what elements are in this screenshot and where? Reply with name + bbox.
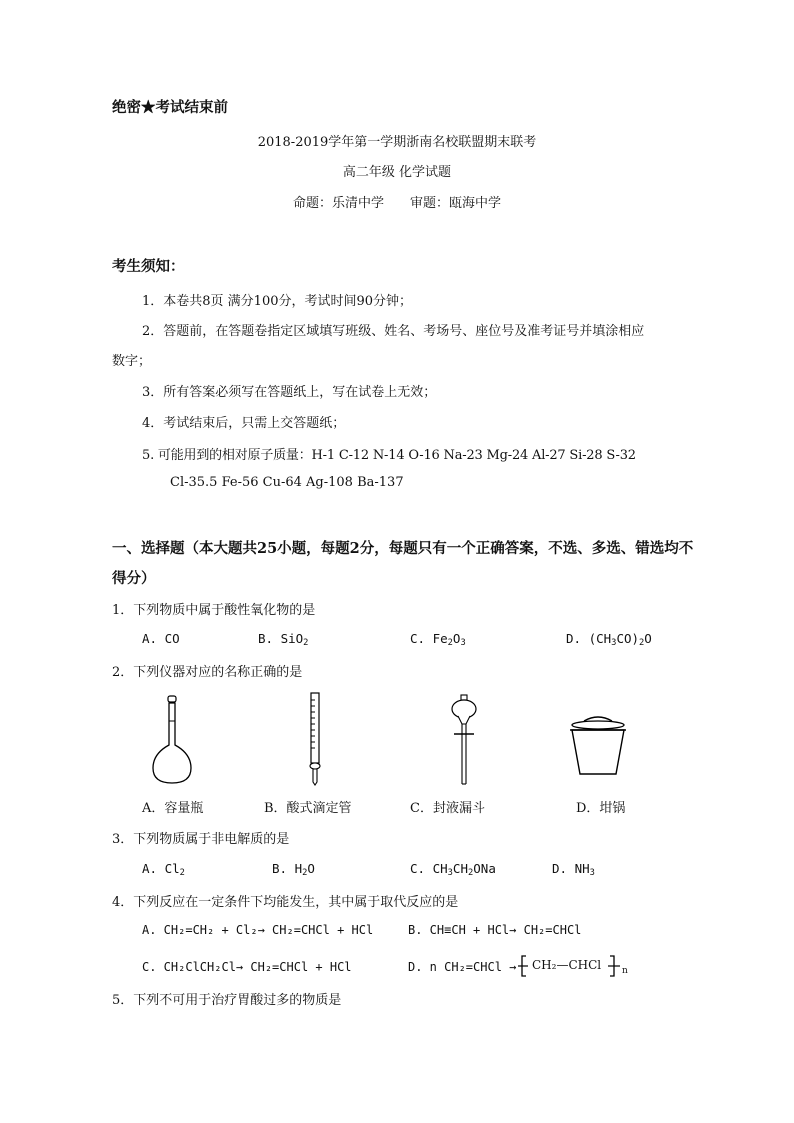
polymer-unit: CH₂—CHCl	[532, 958, 602, 972]
separatory-funnel-image	[444, 694, 484, 786]
exam-authors: 命题：乐清中学 审题：瓯海中学	[292, 196, 501, 211]
polymer-structure	[518, 952, 638, 982]
volumetric-flask-image	[150, 695, 194, 785]
polymer-n: n	[622, 966, 628, 976]
q4-option-d: D. n CH₂=CHCl →	[408, 960, 517, 974]
q2-option-b: B．酸式滴定管	[264, 801, 352, 816]
q4-option-a: A. CH₂=CH₂ + Cl₂→ CH₂=CHCl + HCl	[142, 923, 374, 937]
question-2-stem: 2．下列仪器对应的名称正确的是	[112, 665, 303, 680]
notice-item-5-cont: Cl-35.5 Fe-56 Cu-64 Ag-108 Ba-137	[170, 475, 404, 490]
q1-option-c: C. $Fe_2O_3$	[410, 631, 466, 649]
q3-option-c: C. $CH_3CH_2ONa$	[410, 861, 496, 879]
section-heading-cont: 得分）	[112, 570, 156, 587]
question-5-stem: 5．下列不可用于治疗胃酸过多的物质是	[112, 993, 342, 1008]
q1-option-a: A. CO	[142, 631, 180, 646]
exam-subtitle: 高二年级 化学试题	[342, 165, 452, 180]
q3-option-d: D. $NH_3$	[552, 861, 595, 879]
q3-option-a: A. $Cl_2$	[142, 861, 185, 879]
burette-image	[305, 692, 325, 786]
notice-item-4: 4．考试结束后，只需上交答题纸；	[142, 416, 346, 431]
notice-item-3: 3．所有答案必须写在答题纸上，写在试卷上无效；	[142, 385, 437, 400]
notice-item-1: 1．本卷共8页 满分100分，考试时间90分钟；	[142, 294, 413, 309]
notice-item-2: 2．答题前，在答题卷指定区域填写班级、姓名、考场号、座位号及准考证号并填涂相应	[142, 324, 645, 339]
q4-option-c: C. CH₂ClCH₂Cl→ CH₂=CHCl + HCl	[142, 960, 352, 974]
q1-option-d: D. $(CH_3CO)_2O$	[566, 631, 652, 649]
notice-item-2-cont: 数字；	[112, 354, 152, 369]
section-heading: 一、选择题（本大题共25小题，每题2分，每题只有一个正确答案，不选、多选、错选均不	[112, 540, 694, 557]
notice-heading: 考生须知：	[112, 258, 185, 275]
q2-option-c: C．封液漏斗	[410, 801, 485, 816]
question-3-stem: 3．下列物质属于非电解质的是	[112, 832, 290, 847]
q3-option-b: B. $H_2O$	[272, 861, 315, 879]
crucible-image	[566, 712, 630, 778]
q2-option-a: A．容量瓶	[142, 801, 204, 816]
question-4-stem: 4．下列反应在一定条件下均能发生，其中属于取代反应的是	[112, 895, 459, 910]
q2-option-d: D．坩锅	[576, 801, 626, 816]
q1-option-b: B. SiO$_2$	[258, 631, 309, 649]
notice-item-5: 5. 可能用到的相对原子质量：H-1 C-12 N-14 O-16 Na-23 Mg-24 Al-27 Si-28 S-32	[142, 448, 636, 463]
confidential-label: 绝密★考试结束前	[112, 99, 228, 116]
question-1-stem: 1．下列物质中属于酸性氧化物的是	[112, 603, 316, 618]
q4-option-b: B. CH≡CH + HCl→ CH₂=CHCl	[408, 923, 582, 937]
exam-title: 2018-2019学年第一学期浙南名校联盟期末联考	[257, 135, 537, 150]
